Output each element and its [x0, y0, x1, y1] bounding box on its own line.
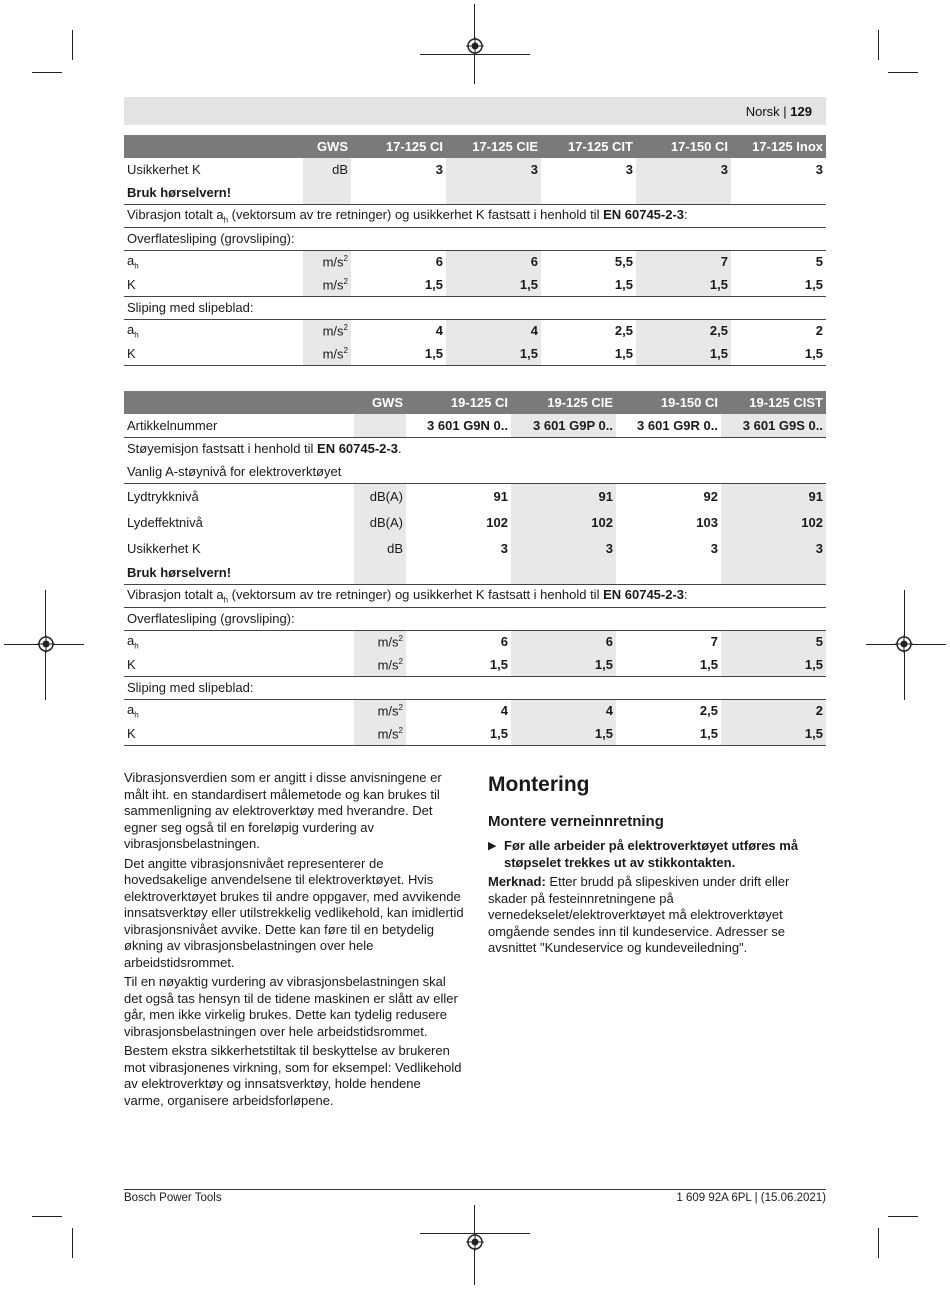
header-cell: 17-125 CIT	[541, 135, 636, 158]
header-cell: 17-150 CI	[636, 135, 731, 158]
row-label: Usikkerhet K	[127, 540, 201, 556]
noise-heading: Støyemisjon fastsatt i henhold til EN 60745-2-3.	[127, 441, 402, 457]
table-row	[124, 561, 826, 584]
table-row	[124, 509, 826, 535]
table-row	[124, 437, 826, 460]
table-row	[124, 460, 826, 483]
page-number: 129	[790, 104, 812, 119]
value-cell: 1,5	[406, 722, 511, 745]
page-header	[124, 97, 826, 125]
crop-mark	[72, 1228, 73, 1258]
row-label: $a_h$	[127, 701, 139, 720]
value-cell: 1,5	[721, 653, 826, 676]
value-cell: 92	[703, 488, 718, 504]
vibration-heading: Vibrasjon totalt $a_h$ (vektorsum av tre retninger) og usikkerhet K fastsatt i henhold til EN 60745-2-3:	[124, 204, 826, 227]
value-cell: 1,5	[541, 342, 636, 365]
hearing-warning: Bruk hørselvern!	[124, 181, 303, 204]
header-cell: 17-125 Inox	[731, 135, 826, 158]
value-cell: 3	[710, 540, 718, 556]
crop-mark	[878, 30, 879, 60]
crop-mark	[888, 72, 918, 73]
value-cell: 3 601 G9R 0..	[616, 414, 721, 437]
value-cell: 3	[446, 158, 541, 181]
row-label: K	[124, 342, 303, 365]
value-cell: 1,5	[446, 342, 541, 365]
value-cell: 1,5	[446, 273, 541, 296]
crop-mark	[888, 1216, 918, 1217]
value-cell: 3	[511, 535, 616, 561]
value-cell: 6	[446, 250, 541, 273]
value-cell: 7	[710, 634, 718, 650]
paragraph: Til en nøyaktig vurdering av vibrasjonsbelastningen skal det også tas hensyn til de tidene maskinen er slått av eller går, men ikke virkelig brukes. Dette kan tydelig redusere vibrasjonsbelastningen over hele arbeidstidsrommet.	[124, 974, 458, 1039]
row-label: K	[124, 273, 303, 296]
value-cell: 6	[511, 630, 616, 653]
table-row	[124, 483, 826, 509]
value-cell: 1,5	[731, 342, 826, 365]
value-cell: 6	[435, 254, 443, 270]
vibration-notes	[124, 770, 464, 1112]
header-cell: 19-150 CI	[616, 391, 721, 414]
value-cell: 4	[446, 319, 541, 342]
table-row	[124, 158, 826, 181]
table-row	[124, 722, 826, 745]
value-cell: 91	[721, 483, 826, 509]
table-row	[124, 319, 826, 342]
row-label: Lydtrykknivå	[127, 488, 199, 504]
value-cell: 2	[815, 323, 823, 339]
table-header-row	[124, 391, 826, 414]
header-cell: GWS	[354, 391, 406, 414]
row-label: $a_h$	[127, 252, 139, 271]
registration-target-icon	[466, 37, 484, 55]
value-cell: 91	[493, 488, 508, 504]
value-cell: 1,5	[616, 653, 721, 676]
table-row	[124, 273, 826, 296]
table-row	[124, 342, 826, 365]
table-row	[124, 699, 826, 722]
table-header-row	[124, 135, 826, 158]
value-cell: 102	[486, 514, 508, 530]
table-row	[124, 607, 826, 630]
value-cell: 1,5	[351, 342, 446, 365]
header-cell: GWS	[303, 135, 351, 158]
header-cell: 19-125 CI	[406, 391, 511, 414]
spec-table-17	[124, 135, 826, 366]
crop-mark	[32, 72, 62, 73]
header-cell-empty	[124, 391, 354, 414]
value-cell: 1,5	[636, 342, 731, 365]
language-label: Norsk	[745, 104, 780, 119]
value-cell: 102	[511, 509, 616, 535]
section-label: Overflatesliping (grovsliping):	[124, 607, 826, 630]
value-cell: 4	[511, 699, 616, 722]
value-cell: 1,5	[511, 722, 616, 745]
registration-target-icon	[895, 635, 913, 653]
unit-cell: dB(A)	[354, 509, 406, 535]
unit-cell: dB(A)	[354, 483, 406, 509]
table-row	[124, 630, 826, 653]
page-label: Norsk | 129	[745, 104, 812, 119]
value-cell: 1,5	[721, 722, 826, 745]
value-cell: 3 601 G9P 0..	[511, 414, 616, 437]
row-label: K	[124, 653, 354, 676]
row-label: Usikkerhet K	[127, 162, 201, 177]
value-cell: 3	[625, 162, 633, 177]
row-label: $a_h$	[127, 632, 139, 651]
subsection-heading: Montere verneinnretning	[488, 813, 664, 830]
table-row	[124, 535, 826, 561]
value-cell: 2,5	[699, 703, 718, 719]
value-cell: 91	[511, 483, 616, 509]
vibration-heading: Vibrasjon totalt $a_h$ (vektorsum av tre retninger) og usikkerhet K fastsatt i henhold til EN 60745-2-3:	[124, 584, 826, 607]
note-label: Merknad:	[488, 874, 546, 889]
header-cell: 19-125 CIST	[721, 391, 826, 414]
arrow-bullet-icon: ▶	[488, 840, 497, 852]
value-cell: 3	[435, 162, 443, 177]
footer-divider	[124, 1189, 826, 1190]
table-row	[124, 296, 826, 319]
note-paragraph	[488, 874, 828, 957]
row-label: K	[124, 722, 354, 745]
row-label: Artikkelnummer	[124, 414, 354, 437]
section-label: Overflatesliping (grovsliping):	[124, 227, 826, 250]
section-label: Sliping med slipeblad:	[124, 296, 826, 319]
value-cell: 7	[636, 250, 731, 273]
paragraph: Vibrasjonsverdien som er angitt i disse anvisningene er målt iht. en standardisert målemetode og kan brukes til sammenligning av elektroverktøy med hverandre. Det egner seg også til en foreløpig vurdering av vibrasjonsbelastningen.	[124, 770, 442, 851]
table-row	[124, 204, 826, 227]
value-cell: 102	[721, 509, 826, 535]
unit-cell: $m/s^2$	[354, 699, 406, 722]
unit-cell: $m/s^2$	[303, 250, 351, 273]
header-cell: 19-125 CIE	[511, 391, 616, 414]
spec-table-19	[124, 391, 826, 746]
header-cell-empty	[124, 135, 303, 158]
value-cell: 3	[500, 540, 508, 556]
section-label: Vanlig A-støynivå for elektroverktøyet	[124, 460, 826, 483]
footer-doc-id: 1 609 92A 6PL | (15.06.2021)	[676, 1192, 826, 1204]
section-heading: Montering	[488, 773, 590, 796]
section-label: Sliping med slipeblad:	[124, 676, 826, 699]
value-cell: 3 601 G9N 0..	[406, 414, 511, 437]
table-row	[124, 181, 826, 204]
unit-cell: $m/s^2$	[354, 630, 406, 653]
crop-mark	[878, 1228, 879, 1258]
warning-text: Før alle arbeider på elektroverktøyet utføres må støpselet trekkes ut av stikkontakten.	[504, 838, 799, 870]
value-cell: 4	[500, 703, 508, 719]
table-row	[124, 414, 826, 437]
table-row	[124, 676, 826, 699]
value-cell: 1,5	[511, 653, 616, 676]
unit-cell: dB	[303, 158, 351, 181]
value-cell: 2	[721, 699, 826, 722]
footer-brand: Bosch Power Tools	[124, 1192, 222, 1204]
value-cell: 3	[636, 158, 731, 181]
value-cell: 1,5	[541, 273, 636, 296]
value-cell: 103	[696, 514, 718, 530]
safety-warning	[488, 838, 828, 871]
crop-mark	[72, 30, 73, 60]
value-cell: 1,5	[636, 273, 731, 296]
header-cell: 17-125 CIE	[446, 135, 541, 158]
header-cell: 17-125 CI	[351, 135, 446, 158]
crop-mark	[32, 1216, 62, 1217]
table-row	[124, 653, 826, 676]
note-text: Etter brudd på slipeskiven under drift eller skader på festeinnretningene på vernedekselet/elektroverktøyet må elektroverktøyet omgående sendes inn til kundeservice. Adresser se avsnittet "Kundeservice og kundeveiledning".	[488, 874, 790, 955]
value-cell: 1,5	[616, 722, 721, 745]
value-cell: 5	[721, 630, 826, 653]
table-row	[124, 250, 826, 273]
value-cell: 2,5	[614, 323, 633, 339]
value-cell: 5,5	[614, 254, 633, 270]
table-row	[124, 227, 826, 250]
value-cell: 3 601 G9S 0..	[721, 414, 826, 437]
paragraph: Det angitte vibrasjonsnivået representerer de hovedsakelige anvendelsene til elektroverktøyet. Hvis elektroverktøyet brukes til andre oppgaver, med avvikende innsatsverktøy eller utilstrekkelig vedlikehold, kan imidlertid vibrasjonsnivået avvike. Dette kan føre til en betydelig økning av vibrasjonsbelastningen over hele arbeidstidsrommet.	[124, 855, 464, 970]
unit-cell: $m/s^2$	[303, 342, 351, 365]
value-cell: 1,5	[406, 653, 511, 676]
unit-cell: $m/s^2$	[303, 273, 351, 296]
unit-cell: $m/s^2$	[354, 653, 406, 676]
unit-cell: $m/s^2$	[354, 722, 406, 745]
value-cell: 1,5	[351, 273, 446, 296]
value-cell: 4	[435, 323, 443, 339]
row-label: $a_h$	[127, 321, 139, 340]
value-cell: 3	[815, 162, 823, 177]
hearing-warning: Bruk hørselvern!	[124, 561, 354, 584]
unit-cell: $m/s^2$	[303, 319, 351, 342]
registration-target-icon	[37, 635, 55, 653]
registration-target-icon	[466, 1233, 484, 1251]
table-row	[124, 584, 826, 607]
value-cell: 6	[500, 634, 508, 650]
assembly-section	[488, 770, 828, 960]
paragraph: Bestem ekstra sikkerhetstiltak til beskyttelse av brukeren mot vibrasjonenes virkning, som for eksempel: Vedlikehold av elektroverktøy og innsatsverktøy, holde hendene varme, organisere arbeidsforløpene.	[124, 1043, 462, 1108]
value-cell: 2,5	[636, 319, 731, 342]
row-label: Lydeffektnivå	[127, 514, 203, 530]
value-cell: 3	[721, 535, 826, 561]
unit-cell: dB	[354, 535, 406, 561]
value-cell: 5	[815, 254, 823, 270]
value-cell: 1,5	[731, 273, 826, 296]
